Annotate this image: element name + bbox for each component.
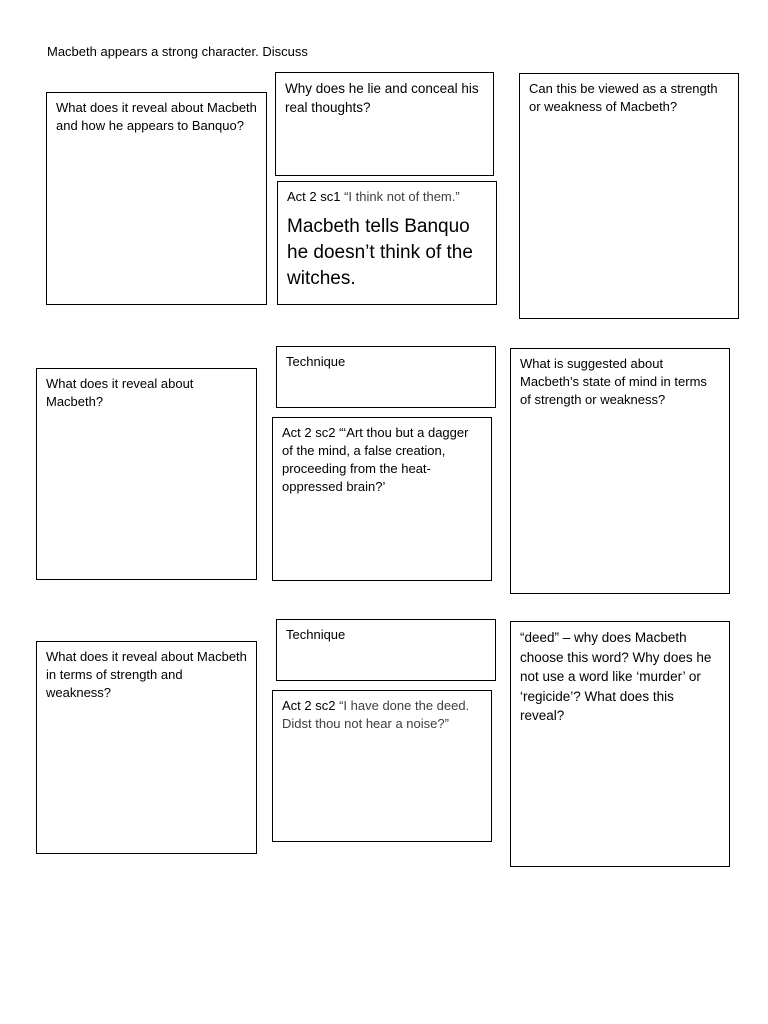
quote-reference: Act 2 sc2	[282, 425, 336, 440]
quote-text: “I think not of them.”	[344, 189, 460, 204]
quote-box-dagger	[272, 417, 492, 581]
state-of-mind-box	[510, 348, 730, 594]
quote-text: “‘Art thou but a dagger of the mind, a false creation, proceeding from the heat-oppressed brain?’	[282, 425, 469, 494]
reveal-box-strength	[36, 641, 257, 854]
deed-box	[510, 621, 730, 867]
reveal-box-banquo	[46, 92, 267, 305]
deed-question: “deed” – why does Macbeth choose this word? Why does he not use a word like ‘murder’ or ‘regicide’? What does this reveal?	[520, 630, 712, 723]
state-of-mind-question: What is suggested about Macbeth’s state of mind in terms of strength or weakness?	[520, 356, 707, 407]
quote-reference: Act 2 sc2	[282, 698, 336, 713]
why-lie-question: Why does he lie and conceal his real thoughts?	[285, 81, 479, 115]
worksheet-title: Macbeth appears a strong character. Discuss	[47, 44, 308, 59]
reveal-question: What does it reveal about Macbeth?	[46, 376, 194, 409]
technique-box	[276, 346, 496, 408]
quote-box-act2-sc1	[277, 181, 497, 305]
quote-line	[287, 188, 487, 206]
quote-reference: Act 2 sc1	[287, 189, 341, 204]
quote-explanation: Macbeth tells Banquo he doesn’t think of the witches.	[287, 216, 473, 289]
technique-label: Technique	[286, 354, 346, 369]
reveal-box-macbeth	[36, 368, 257, 580]
quote-box-deed	[272, 690, 492, 842]
technique-label: Technique	[286, 627, 346, 642]
reveal-question: What does it reveal about Macbeth in terms of strength and weakness?	[46, 649, 247, 700]
reveal-question: What does it reveal about Macbeth and how he appears to Banquo?	[56, 100, 257, 133]
technique-box	[276, 619, 496, 681]
strength-weakness-question: Can this be viewed as a strength or weakness of Macbeth?	[529, 81, 718, 114]
quote-text: “I have done the deed. Didst thou not hear a noise?”	[282, 698, 470, 731]
why-lie-box	[275, 72, 494, 176]
strength-weakness-box	[519, 73, 739, 319]
